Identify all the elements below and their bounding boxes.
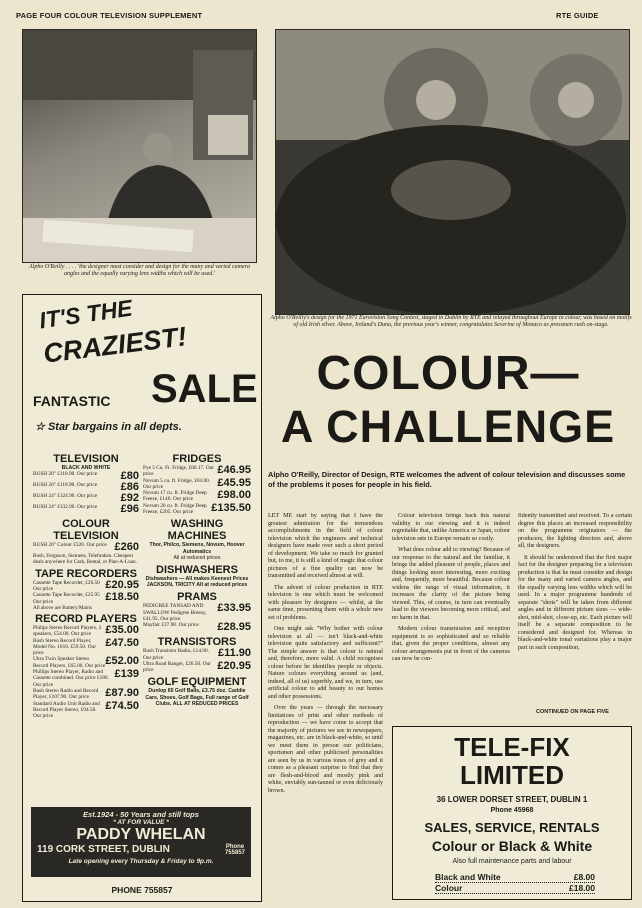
telefix-rate-row: [435, 872, 595, 883]
article-paragraph: It should be understood that the first major fact for the designer preparing for a television production is that he must consider and design for the many and varied camera angles, and the equally varying lens widths which will be used. In a major programme hundreds of separate "shots" will be taken from different angles and in different picture sizes — wide-shot, mid-shot, close-up, etc. Each picture will itself be a separate composition to be considered and designed for. Whereas in black-and-white tonal variations play a major part in such composition,: [518, 554, 632, 651]
price-row: Ultra Road Ranger, £26.50. Our price £20.95: [143, 659, 251, 674]
headline-fantastic: FANTASTIC: [33, 393, 111, 409]
photo-eurovision-stage: [275, 29, 630, 315]
value-line: * AT FOR VALUE *: [113, 819, 169, 826]
price-row: Mayfair £37.90. Our price £28.95: [143, 621, 251, 634]
rate-label: Colour: [435, 883, 463, 893]
price-row: Bush Stereo Record Player, Model No. 1016. £59.50. Our price £47.50: [33, 636, 139, 657]
price-row: Novum 17 cu. ft. Fridge Deep Freeze, £146. Our price £98.00: [143, 489, 251, 503]
article-paragraph: Over the years — through the necessary limitations of print and other methods of reproduction — we have come to accept that the majority of pictures we see in newspapers, magazines, etc. are in black-and-white, so until we meet them in person our politicians, sportsmen and other publicised personalities are seen by us in various tones of grey and it comes as a pleasant surprise to find that they are flesh-and-blood and mostly pink and white, enviably sun-tanned or even deliciously brown.: [268, 705, 383, 794]
rate-label: Black and White: [435, 872, 501, 882]
price-row: Standard Audio Unit Radio and Record Player Stereo, £94.50. Our price £74.50: [33, 699, 139, 720]
telefix-name-line1: TELE-FIX: [454, 732, 570, 762]
late-opening: Late opening every Thursday & Friday to 9p.m.: [68, 858, 214, 865]
section-colour-tv: COLOUR TELEVISION: [53, 518, 119, 543]
washing-note: All at reduced prices: [173, 554, 221, 561]
price-row: Bush Stereo Radio and Record Player, £107.90. Our price £87.90: [33, 686, 139, 701]
page-header-right: RTE GUIDE: [556, 11, 599, 20]
headline-its-the: IT'S THE: [37, 294, 134, 334]
section-record-players: RECORD PLAYERS: [35, 613, 137, 625]
price-row: BUSH 24" £124.90. Our price £92: [33, 492, 139, 505]
section-television: TELEVISION: [53, 453, 119, 465]
star-bargains-text: Star bargains in all depts.: [47, 421, 182, 433]
price-row: Bush Transistor Radio, £14.90. Our price £11.90: [143, 647, 251, 661]
rate-price: £18.00: [569, 883, 595, 893]
price-row: Novum 5 cu. ft. Fridge, £63.00. Our price £45.95: [143, 476, 251, 490]
telefix-advert: [392, 726, 632, 900]
star-bargains-line: [35, 420, 182, 433]
colour-note: Bush, Ferguson, Siemens, Telefunken. Cheapest deals anywhere for Cash, Rental, or Plan-A-Loan.: [33, 553, 137, 566]
shop-name: PADDY WHELAN: [76, 826, 206, 843]
telefix-address: 36 LOWER DORSET STREET, DUBLIN 1: [436, 795, 588, 804]
whelan-left-column: [33, 453, 139, 719]
est-line: Est.1924 - 50 Years and still tops: [83, 810, 199, 819]
telefix-maintenance: Also full maintenance parts and labour: [452, 858, 572, 865]
whelan-footer-box: [31, 807, 251, 877]
rate-price: £8.00: [573, 872, 595, 882]
whelan-right-column: [143, 453, 251, 707]
price-row: Novum 20 cu. ft. Fridge Deep Freeze, £205. Our price £135.50: [143, 501, 251, 516]
section-television-sub: BLACK AND WHITE: [61, 465, 111, 471]
article-column-3: [518, 513, 632, 713]
article-paragraph: What does colour add to viewing? Because of our response to the natural and the familiar, it brings the added pleasure of people, places and things looking more interesting, more exciting and, frequently, more beautiful. Because colour widens the range of visual information, it increases the clarity of the picture being viewed. This, of course, in turn can eventually lead to the viewers becoming more critical, and no harm in that.: [392, 547, 510, 621]
section-golf: GOLF EQUIPMENT: [147, 676, 247, 689]
portrait-illustration: [23, 30, 256, 262]
telefix-colour-bw: Colour or Black & White: [431, 838, 593, 854]
photo-left-caption: Alpho O'Reilly . . . . 'the designer must consider and design for the many and varied camera angles and the equally varying lens widths which will be used.': [28, 264, 251, 278]
page-header-left: PAGE FOUR COLOUR TELEVISION SUPPLEMENT: [16, 11, 203, 20]
telefix-services: SALES, SERVICE, RENTALS: [424, 820, 600, 835]
price-row: Phillips Stereo Player, Radio and Cassette combined. Our price £186. Our price £139: [33, 668, 139, 688]
price-row: BUSH 20" £118.90. Our price £80: [33, 470, 139, 483]
article-paragraph: The advent of colour production in RTE television is one which must be welcomed with pleasure by designers — whilst, at the same time, presenting them with a whole new set of problems.: [268, 584, 383, 621]
section-prams: PRAMS: [177, 591, 217, 604]
section-tape-recorders: TAPE RECORDERS: [35, 567, 137, 580]
stage-illustration: [276, 30, 629, 314]
section-transistors: TRANSISTORS: [157, 636, 237, 649]
section-dishwashers: DISHWASHERS: [156, 563, 238, 576]
price-row: Pye 5 Cu. Ft. Fridge, £60.17. Our price £46.95: [143, 464, 251, 478]
price-row: Cassette Tape Recorder, £25.95 Our price £18.50: [33, 591, 139, 605]
shop-address: 119 CORK STREET, DUBLIN: [37, 844, 170, 855]
price-row: Cassette Tape Recorder, £26.50 Our price £20.95: [33, 578, 139, 592]
article-paragraph: Modern colour transmission and reception equipment is so sophisticated and so reliable that, given the proper conditions, almost any colour arrangements put in front of the cameras can now be con-: [392, 626, 510, 662]
whelan-sale-advert: [22, 294, 262, 902]
photo-designer-portrait: [22, 29, 257, 263]
article-paragraph: fidently transmitted and received. To a certain degree this places an increased responsibility on the programme originators — the producers, the lighting directors and, above all, the designers.: [518, 513, 632, 549]
price-row: BUSH 24" £132.90. Our price £96: [33, 503, 139, 516]
address-row: [31, 844, 251, 856]
dishwasher-note: Dishwashers — All makes Keenest Prices JACKSON, TRICITY All at reduced prices: [145, 575, 249, 589]
price-row: Ultra Twin Speaker Stereo Record Players, £65.00. Our price £52.00: [33, 655, 139, 669]
article-title-line2: A CHALLENGE: [280, 401, 616, 452]
headline-craziest: CRAZIEST!: [41, 321, 189, 369]
price-row: BUSH 20" Colour £326. Our price £260: [33, 541, 139, 554]
article-column-2: [392, 513, 510, 721]
article-paragraph: One might ask "Why bother with colour television at all — isn't black-and-white television quite satisfactory and sufficient?" The simple answer is that colour is natural and, therefore, more valid. A child recognises colour before he identifies people or objects. Nature colours everything around us (and, indeed, all of us) superbly, and we, in turn, use artificial colour to add beauty to our homes and other possessions.: [268, 626, 383, 700]
continued-note: CONTINUED ON PAGE FIVE: [536, 709, 609, 715]
washing-brands: Thor, Philco, Siemens, Novum, Hoover Automatics: [149, 542, 245, 555]
telefix-rate-row: [435, 883, 595, 894]
photo-right-caption: Alpho O'Reilly's design for the 1971 Eurovision Song Contest, staged in Dublin by RTE and relayed throughout Europe in colour, was based on motifs of old Irish silver. Above, Ireland's Dana, the previous year's winner, congratulates Severine of Monaco as pressmen rush on-stage.: [270, 315, 632, 329]
section-fridges: FRIDGES: [172, 453, 222, 465]
telefix-rate-table: [435, 872, 595, 894]
golf-note: Dunlop 65 Golf Balls, £3.75 doz. Caddie Cars, Shoes, Golf Bags, Full range of Golf Clubs. ALL AT REDUCED PRICES: [145, 688, 249, 707]
price-row: Philips Stereo Record Players, 2 speakers, £54.00. Our price £35.00: [33, 624, 139, 638]
telefix-phone: Phone 45968: [490, 807, 534, 814]
article-standfirst: Alpho O'Reilly, Director of Design, RTE welcomes the advent of colour television and discusses some of the problems it poses for people in his field.: [268, 470, 626, 489]
price-row: BUSH 20" £118.90. Our price £86: [33, 481, 139, 494]
star-icon: ☆: [35, 421, 45, 433]
section-washing-machines: WASHING MACHINES: [167, 518, 227, 543]
article-paragraph: LET ME start by saying that I have the greatest admiration for the tremendous accomplishments in the field of colour television which the engineers and technical designers have made over such a short period of development. We take so much for granted but, to me, it is still a kind of magic that colour pictures of a fine quality can now be transmitted and received almost at will.: [268, 513, 383, 579]
article-title-line1: COLOUR—: [316, 347, 580, 400]
tape-note: All above are Battery/Mains: [33, 604, 92, 611]
article-column-1: [268, 513, 383, 901]
phone-box: Phone 755857: [224, 844, 245, 856]
phone-footer: PHONE 755857: [111, 885, 173, 895]
headline-sale: SALE: [151, 367, 258, 411]
price-row: PEDIGREE TANSAD AND SWALLOW Pedigree Breezy, £41.95. Our price £33.95: [143, 602, 251, 622]
article-paragraph: Colour television brings back this natural validity to our viewing and it is indeed regrettable that, unlike America or Japan, colour television sets in Europe remain so costly.: [392, 513, 510, 542]
telefix-name-line2: LIMITED: [460, 760, 564, 790]
